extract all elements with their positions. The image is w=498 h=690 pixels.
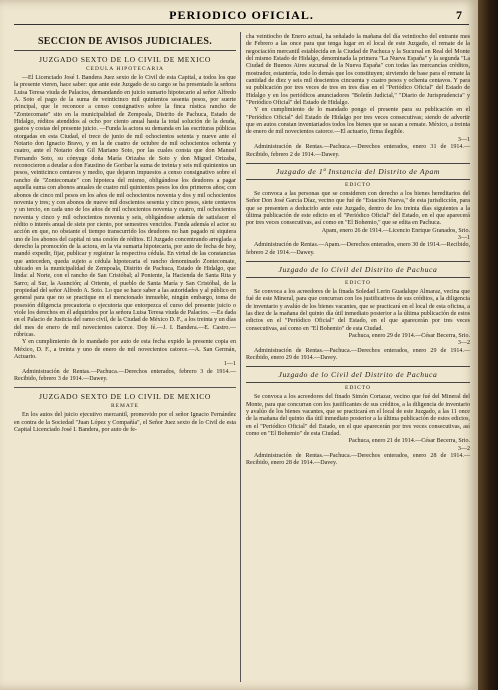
tax-office-note: Administración de Rentas.—Pachuca.—Derechos enterados, enero 28 de 1914.—Recibido, enero 28 de 1914.—Davey. — [246, 453, 470, 467]
divider — [14, 387, 236, 388]
book-binding — [478, 0, 498, 690]
page-header — [14, 6, 469, 25]
section-title: SECCION DE AVISOS JUDICIALES. — [14, 36, 236, 51]
column-divider — [240, 32, 241, 682]
page-number: 7 — [456, 8, 463, 22]
notice-body: Se convoca a los acreedores del finado Simón Cortazar, vecino que fué del Mineral del Monte, para que concurran con los justificantes de sus créditos, a la diligencia de inventario y avalúo de los bienes vacantes, que se practicará en el local de este Juzgado, a las 11 once de la mañana del quinto día útil inmediato posterior a la última publicación de estos edictos, en el "Periódico Oficial" del Estado, en el que aparecerán por tres veces consecutivas, así como en "El Bohemio" de esta Ciudad. — [246, 394, 470, 438]
left-column — [14, 34, 236, 684]
notice-subtitle: CEDULA HIPOTECARIA — [85, 66, 165, 72]
signature-line: Pachuca, enero 29 de 1914.—César Becerra, Srio. — [348, 333, 470, 339]
tax-office-note: Administración de Rentas.—Apam.—Derechos enterados, enero 30 de 1914.—Recibido, febrero 2 de 1914.—Dawey. — [246, 242, 470, 256]
tax-office-note: Administración de Rentas.—Pachuca.—Derechos enterados, febrero 3 de 1914.—Recibido, febrero 3 de 1914.—Dawey. — [14, 368, 236, 383]
court-heading: Juzgado de lo Civil del Distrito de Pachuca — [246, 261, 470, 278]
publication-count: 3—2 — [457, 445, 470, 452]
notice-body: Se convoca a los acreedores de la finada Soledad Lerin Guadalupe Almaraz, vecina que fué de este Mineral, para que concurran con los justificativos de sus créditos, a la diligencia de inventario y avalúo de los bienes vacantes, que se practicará en el local de esta oficina, a las diez de la mañana del quinto día útil inmediato posterior a la última publicación de estos edictos en el "Periódico Oficial" del Estado, en el que aparecerán por tres veces consecutivas, así como en "El Bohemio" de esta Ciudad. — [246, 288, 470, 332]
tax-office-note: Administración de Rentas.—Pachuca.—Derechos enterados, enero 31 de 1914.—Recibido, febrero 2 de 1914.—Dawey. — [246, 144, 470, 158]
tax-office-note: Administración de Rentas.—Pachuca.—Derechos enterados, enero 29 de 1914.—Recibido, enero 29 de 1914.—Davey. — [246, 347, 470, 362]
court-heading: JUZGADO SEXTO DE LO CIVIL DE MEXICO — [38, 392, 212, 402]
notice-subtitle: EDICTO — [344, 181, 372, 188]
publication-count: 3—1 — [457, 136, 470, 143]
publication-count: 1—1 — [223, 361, 236, 368]
notice-subtitle: REMATE — [111, 403, 139, 410]
notice-body: Y en cumplimiento de lo mandado pongo el presente para su publicación en el "Periódico Oficial" del Estado de Hidalgo por tres veces consecutivas; siendo de advertir que en autos constan inventariados todos los bienes que se sacan a remate. México, a treinta de enero de mil novecientos catorce.—El actuario, firma ilegible. — [246, 107, 470, 136]
court-heading: Juzgado de lo Civil del Distrito de Pachuca — [246, 366, 470, 383]
signature-line: Apam, enero 26 de 1914.—Licencio Enrique Granados, Srio. — [321, 227, 470, 234]
notice-subtitle: EDICTO — [344, 279, 372, 286]
notice-subtitle: EDICTO — [344, 385, 372, 392]
notice-body: Y en cumplimiento de lo mandado por auto de esta fecha expido la presente copia en México, D. F., a treinta y uno de enero de mil novecientos catorce.—A. San Germán, Actuario. — [14, 339, 236, 361]
signature-line: Pachuca, enero 21 de 1914.—César Becerra, Srio. — [348, 438, 470, 445]
publication-count: 3—2 — [457, 340, 470, 347]
court-heading: Juzgado de 1ª Instancia del Distrito de Apam — [246, 163, 470, 180]
page-title: PERIODICO OFICIAL. — [169, 8, 314, 22]
notice-body: cha veintiocho de Enero actual, ha señalado la mañana del día veintiocho del entrante mes de Febrero a las once para que tenga lugar en el local de este Juzgado, el remate de la negociación mercantil establecida en la Ciudad de Pachuca y la Sucursal en Real del Monte del mismo Estado de Hidalgo, denominada la primera "La Nueva España" y la segunda "La Ciudad de Buenos Aires sucursal de la Nueva España" con todas las mercancías créditos, mostrador, estantería, todo lo demás que los constituyen; sirviendo de base para el remate la cantidad de diez y seis mil doscientos cincuenta y cuatro pesos y ochenta centavos. Y para su publicación por tres veces de tres en tres días en el "Periódico Oficial" del Estado de Hidalgo y en los periódicos anunciadores "Boletín Judicial," "Diario de Jurisprudencia" y "Periódico Oficial" del Estado de Hidalgo. — [246, 34, 470, 107]
right-column — [246, 34, 470, 684]
publication-count: 3—1 — [457, 234, 470, 241]
notice-body: Se convoca a las personas que se consideren con derecho a los bienes hereditarios del Señor Don José García Díaz, vecino que fué de "Estación Nueva," de esta jurisdicción, para que se presenten a deducirlo ante este Juzgado, dentro de los treinta días siguientes a la última publicación de este edicto en el "Periódico Oficial" del Estado, en el que aparecerá por tres veces consecutivas, así como en "El Bohemio," que se edita en Pachuca. — [246, 190, 470, 227]
court-heading: JUZGADO SEXTO DE LO CIVIL DE MEXICO — [38, 55, 212, 64]
notice-body: En los autos del juicio ejecutivo mercantil, promovido por el señor Ignacio Fernández en contra de la Sociedad "Juan López y Compañía", el Señor Juez sexto de lo Civil de esta Capital Licenciado José I. Bandera, por auto de fe- — [14, 412, 236, 434]
notice-body: —El Licenciado José I. Bandera Juez sexto de lo Civil de esta Capital, a todos los que la presente vieren, hace saber: que ante este Juzgado de su cargo se ha presentado la señora Luisa Teresa viuda de Palacios, demandando en juicio sumario hipotecario al señor Alfredo A. Soto el pago de la suma de veinticinco mil quinientos sesenta pesos, por suerte principal, que le reconoce a censo consignativo sobre la finca rústica rancho de "Zontecomate" sito en la municipalidad de Zempoala, Distrito de Pachuca, Estado de Hidalgo, réditos atendidos al ocho por ciento anual hasta la total solución de la deuda, gastos y costas del presente juicio. —Funda la actora su demanda en las escrituras públicas otorgadas en esta Ciudad, el trece de junio de mil ochocientos setenta y nueve ante el Notario don Ignacio Bravo, y en la de cuatro de octubre de mil ochocientos ochenta y cuatro, ante el Notario don Gil Mariano Soto, por las cuales consta que don Manuel Fernando Soto, su cónyuge doña María Orizaba de Soto y don Miguel Orizaba, reconocieron a deudar a don Faustino de Goribar la suma de treinta y seis mil quinientos un pesos, veinticinco centavos y medio, que dejaron impuestos a censo consignativo sobre el rancho de "Zontecomate" con hipoteca del mismo, obligándose los deudores a pagar aquella suma con abonos anuales de cuatro mil quinientos pesos los dos primeros años; con abonos de cinco mil pesos en los años de mil ochocientos noventa y dos y mil ochocientos noventa y tres; y con abonos de nueve mil doscientos sesenta y cinco pesos, siete centavos y un tercio, en cada uno de los años de mil ochocientos noventa y cuatro, mil ochocientos noventa y cinco y mil ochocientos noventa y seis, obligándose además de satisfacer el rédito o interés anual de siete por ciento, por semestres vencidos. Funda además el actor su acción en que, no obstante el tiempo transcurrido los deudores no han pagado ni siquiera uno de los abonos del capital ni una cesión de réditos. El Juzgado concentrando arreglada a derecho la promoción de la actora, en la via sumaria hipotecaria, por auto de fecha de hoy, mandó expedir, fijar, publicar y registrar la respectiva cédula. En virtud de las constancias que anteceden, queda sujeto a cédula hipotecaria el rancho denominado Zontecomate, ubicado en la municipalidad de Zempoala, Distrito de Pachuca, Estado de Hidalgo, que linda: al Norte, con el rancho de San Cristóbal; al Poniente, la Hacienda de Santa Rita y Sarro; al Sur, la Asunción; al Oriente, el pueblo de Santa María y San Cristóbal, de la propiedad del señor Alfredo A. Soto. Lo que se hace saber a las autoridades y al público en general para que no se practique en el mencionado inmueble, ningún embargo, toma de posesión diligencia precautoria o ejecutoria que entorpezca el curso del presente juicio o viole los derechos en él adquiridos por la señora Luisa Teresa viuda de Palacios. —Es dada en el Palacio de Justicia del ramo civil, de la Ciudad de México D. F., a los treinta y un días del mes de enero de mil novecientos catorce. Doy fé.—J. I. Bandera.—E. Castro.—rúbricas. — [14, 75, 236, 339]
